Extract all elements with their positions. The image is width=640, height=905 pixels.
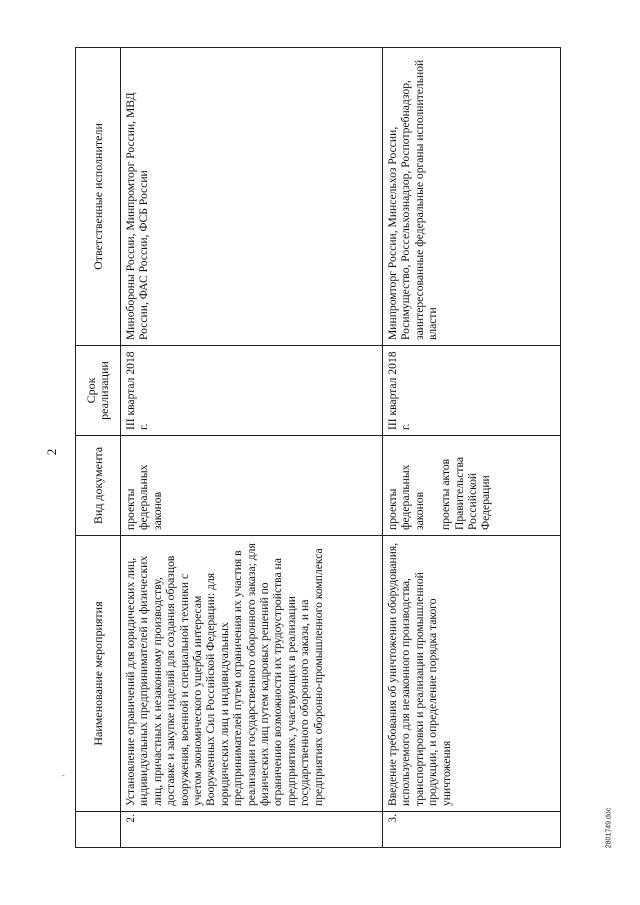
header-executors: Ответственные исполнители: [76, 48, 121, 346]
row-number: 2.: [121, 812, 383, 848]
doc-type-government-acts: проекты актов Правительства Российской Федерации: [439, 457, 493, 530]
row-measure-name: Установление ограничений для юридических лиц, индивидуальных предпринимателей и физических лиц, причастных к незаконному производству, доставке и закупке изделий для создания образцов вооружения, военной и специальной техники с учетом экономического ущерба интересам Вооруженных Сил Российской Федерации: для юридических лиц и индивидуальных предпринимателей путем ограничения их участия в реализации государственного оборонного заказа; для физических лиц путем кадровых решений по ограничению возможности их трудоустройства на предприятиях, участвующих в реализации государственного оборонного заказа, и на предприятиях оборонно-промышленного комплекса: [121, 536, 383, 812]
row-number: 3.: [383, 812, 561, 848]
row-term: III квартал 2018 г.: [383, 346, 561, 436]
row-executors: Минпромторг России, Минсельхоз России, Росимущество, Россельхознадзор, Роспотребнадзор, заинтересованные федеральные органы исполнительной власти: [383, 48, 561, 346]
row-term: III квартал 2018 г.: [121, 346, 383, 436]
row-measure-name: Введение требования об уничтожении оборудования, используемого для незаконного производства, транспортировки и реализации промышленной продукции, и определение порядка такого уничтожения: [383, 536, 561, 812]
measures-table-rotated: [75, 48, 560, 848]
doc-type-laws: проекты федеральных законов: [124, 464, 164, 530]
row-executors: Минобороны России, Минпромторг России, МВД России, ФАС России, ФСБ России: [121, 48, 383, 346]
footer-filename: 2801749.doc: [605, 807, 613, 849]
row-document-type: [121, 436, 383, 536]
measures-table: [75, 47, 561, 848]
header-term: Срок реализации: [76, 346, 121, 436]
doc-type-laws: проекты федеральных законов: [386, 464, 426, 530]
page-number: 2: [44, 448, 59, 456]
header-num: [76, 812, 121, 848]
row-document-type: [383, 436, 561, 536]
header-name: Наименование мероприятия: [76, 536, 121, 812]
table-header-row: [76, 48, 121, 848]
header-doc: Вид документа: [76, 436, 121, 536]
scan-mark: -: [62, 771, 65, 780]
table-row: [121, 48, 383, 848]
table-row: [383, 48, 561, 848]
